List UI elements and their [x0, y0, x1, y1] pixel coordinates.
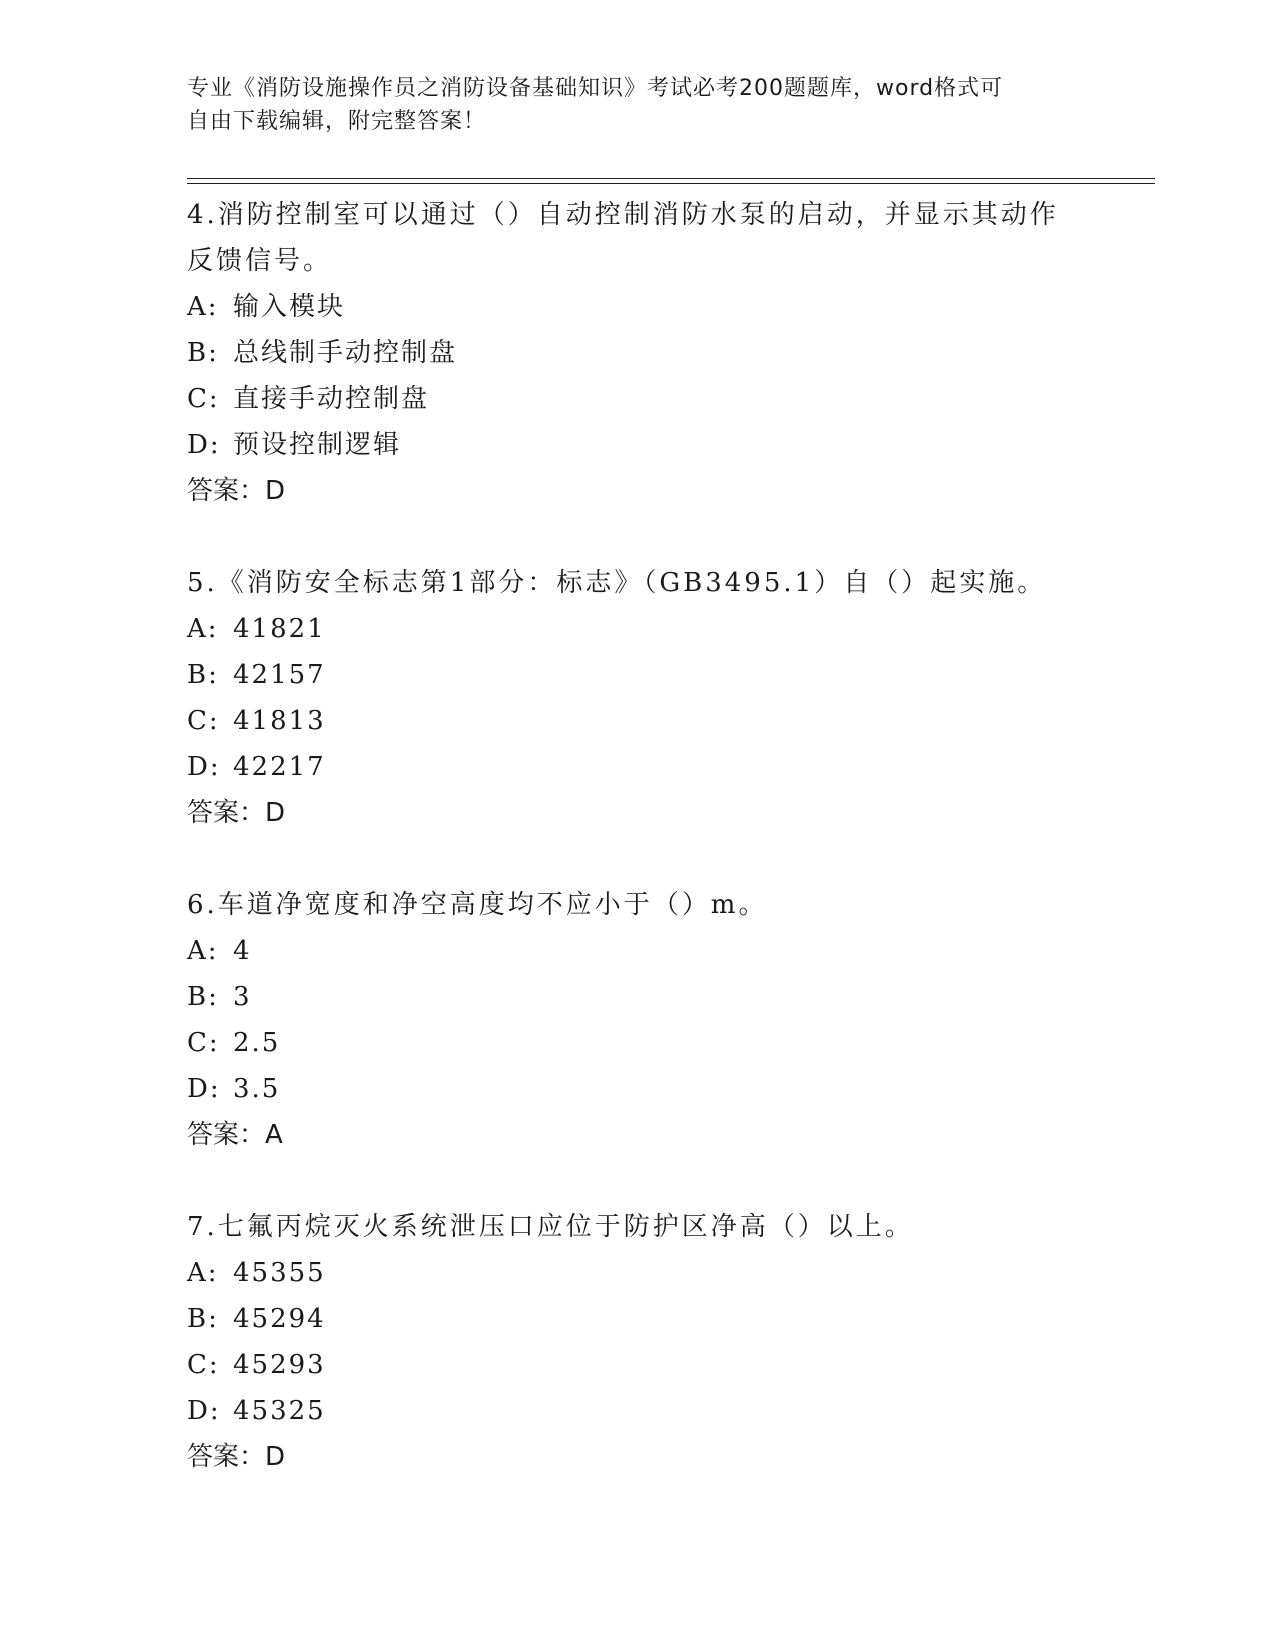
option-label: A:	[187, 614, 219, 644]
option-text: 总线制手动控制盘	[233, 338, 458, 368]
option-label: B:	[187, 982, 219, 1012]
header-divider-top	[187, 178, 1155, 179]
option-b	[187, 974, 1147, 1020]
option-label: C:	[187, 1350, 220, 1380]
option-d	[187, 422, 1147, 468]
option-text: 45325	[233, 1396, 326, 1426]
option-label: A:	[187, 1258, 219, 1288]
option-a	[187, 1250, 1147, 1296]
option-label: C:	[187, 706, 220, 736]
option-a	[187, 284, 1147, 330]
question-7	[187, 1204, 1147, 1480]
header-line-2: 自由下载编辑，附完整答案！	[187, 109, 487, 134]
question-stem-continued: 反馈信号。	[187, 246, 333, 276]
answer-line: 答案：D	[187, 476, 286, 506]
option-text: 预设控制逻辑	[233, 430, 402, 460]
option-a	[187, 928, 1147, 974]
option-text: 2.5	[233, 1028, 281, 1058]
option-c	[187, 1342, 1147, 1388]
document-header	[187, 72, 1067, 138]
option-label: C:	[187, 1028, 220, 1058]
question-stem: 7.七氟丙烷灭火系统泄压口应位于防护区净高（）以上。	[187, 1212, 914, 1242]
option-text: 3	[233, 982, 252, 1012]
option-label: D:	[187, 1074, 221, 1104]
answer-line: 答案：D	[187, 798, 286, 828]
header-line-1: 专业《消防设施操作员之消防设备基础知识》考试必考200题题库，word格式可	[187, 76, 1004, 101]
question-list	[187, 192, 1147, 1526]
option-label: D:	[187, 752, 221, 782]
question-4	[187, 192, 1147, 514]
option-label: C:	[187, 384, 220, 414]
option-d	[187, 744, 1147, 790]
option-label: B:	[187, 1304, 219, 1334]
option-label: D:	[187, 1396, 221, 1426]
option-c	[187, 698, 1147, 744]
question-stem: 6.车道净宽度和净空高度均不应小于（）m。	[187, 890, 768, 920]
option-c	[187, 1020, 1147, 1066]
option-text: 输入模块	[233, 292, 346, 322]
option-text: 45355	[233, 1258, 326, 1288]
question-stem: 5.《消防安全标志第1部分：标志》（GB3495.1）自（）起实施。	[187, 568, 1047, 598]
option-text: 4	[233, 936, 252, 966]
option-label: A:	[187, 936, 219, 966]
option-c	[187, 376, 1147, 422]
option-label: B:	[187, 338, 219, 368]
option-label: A:	[187, 292, 219, 322]
option-label: B:	[187, 660, 219, 690]
option-d	[187, 1066, 1147, 1112]
answer-line: 答案：D	[187, 1442, 286, 1472]
option-b	[187, 652, 1147, 698]
option-b	[187, 330, 1147, 376]
question-6	[187, 882, 1147, 1158]
answer-line: 答案：A	[187, 1120, 283, 1150]
option-text: 3.5	[233, 1074, 281, 1104]
option-label: D:	[187, 430, 221, 460]
option-text: 41813	[233, 706, 326, 736]
option-d	[187, 1388, 1147, 1434]
option-text: 42217	[233, 752, 326, 782]
header-divider-bottom	[187, 183, 1155, 184]
option-text: 45294	[233, 1304, 326, 1334]
option-b	[187, 1296, 1147, 1342]
option-a	[187, 606, 1147, 652]
option-text: 直接手动控制盘	[233, 384, 430, 414]
question-5	[187, 560, 1147, 836]
option-text: 45293	[233, 1350, 326, 1380]
option-text: 42157	[233, 660, 326, 690]
question-stem: 4.消防控制室可以通过（）自动控制消防水泵的启动，并显示其动作	[187, 200, 1059, 230]
option-text: 41821	[233, 614, 326, 644]
